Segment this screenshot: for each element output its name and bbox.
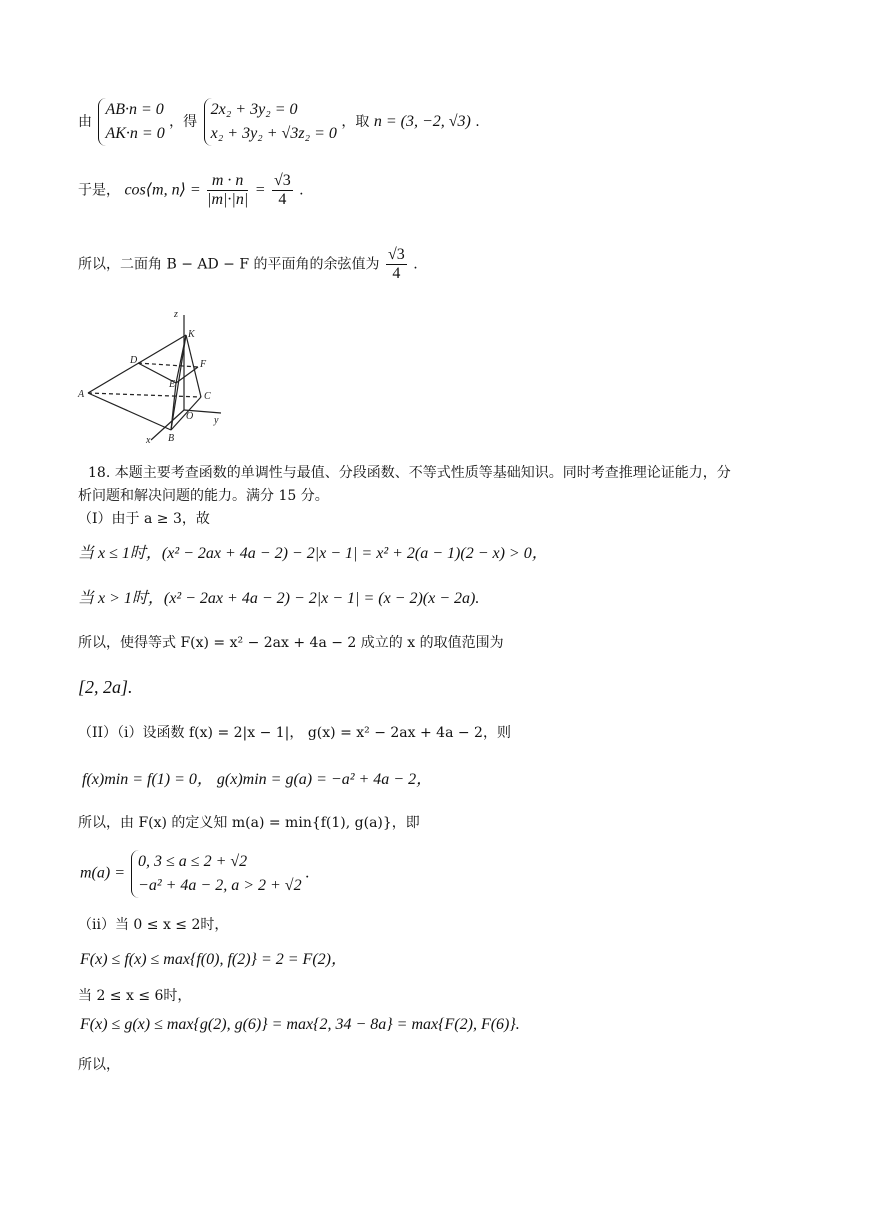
p18-intro-line-2: 析问题和解决问题的能力。满分 15 分。 [78, 488, 329, 504]
piecewise-row: 0, 3 ≤ a ≤ 2 + √2 [138, 853, 248, 870]
system-solution [204, 98, 337, 146]
p18-part1-head: （I）由于 a ≥ 3，故 [78, 511, 210, 527]
system-row: AK·n = 0 [105, 125, 165, 142]
p18-case-gt1: 当 x > 1时，(x² − 2ax + 4a − 2) − 2|x − 1| = (x − 2)(x − 2a). [78, 590, 480, 607]
fraction-value [386, 246, 407, 283]
label-e: E [169, 379, 176, 390]
label-b: B [168, 433, 175, 444]
p18-range-value: [2, 2a]. [78, 677, 133, 697]
piecewise-lhs: m(a) = [80, 864, 126, 882]
text-lead: 由 [78, 114, 92, 130]
system-row: 2x₂ + 3y₂ = 0 [210, 101, 298, 118]
text-tail: ，取 [341, 114, 370, 130]
p18-conclusion: 所以， [78, 1057, 120, 1073]
piecewise-brace [131, 850, 302, 898]
p18-case-le1: 当 x ≤ 1时，(x² − 2ax + 4a − 2) − 2|x − 1| = x² + 2(a − 1)(2 − x) > 0， [78, 545, 548, 562]
p18-bound-2: F(x) ≤ g(x) ≤ max{g(2), g(6)} = max{2, 34 − 8a} = max{F(2), F(6)}. [80, 1016, 520, 1033]
p18-intro-line-1: 18. 本题主要考查函数的单调性与最值、分段函数、不等式性质等基础知识。同时考查推理论证能力，分 [88, 465, 731, 481]
system-row: AB·n = 0 [105, 101, 164, 118]
label-k: K [188, 329, 195, 340]
fraction-denominator: 4 [278, 191, 287, 208]
equation-system-line [78, 98, 480, 146]
equals: = [254, 181, 266, 199]
text-end: . [305, 864, 310, 882]
system-normal-vector [98, 98, 164, 146]
cosine-line [78, 172, 304, 209]
text-lead: 于是， [78, 182, 120, 199]
text-end: . [299, 182, 304, 199]
p18-minima: f(x)min = f(1) = 0， g(x)min = g(a) = −a² + 4a − 2， [82, 771, 433, 788]
fraction-numerator: m · n [207, 172, 248, 191]
p18-range-text: 所以，使得等式 F(x) = x² − 2ax + 4a − 2 成立的 x 的取值范围为 [78, 635, 504, 651]
piecewise-row: −a² + 4a − 2, a > 2 + √2 [138, 877, 302, 894]
conclusion-text: 所以，二面角 B − AD − F 的平面角的余弦值为 [78, 256, 380, 273]
fraction-numerator: √3 [273, 172, 291, 189]
p18-part2-head: （II）（i）设函数 f(x) = 2|x − 1|， g(x) = x² − 2ax + 4a − 2，则 [78, 725, 511, 741]
fraction-value [272, 172, 293, 209]
fraction-denominator: |m|·|n| [207, 191, 249, 208]
label-o: O [186, 411, 194, 422]
fraction [207, 172, 248, 209]
label-z: z [174, 309, 178, 320]
p18-case-ii: （ii）当 0 ≤ x ≤ 2时， [78, 917, 229, 933]
system-row: x₂ + 3y₂ + √3z₂ = 0 [210, 125, 337, 142]
p18-case-iii: 当 2 ≤ x ≤ 6时， [78, 988, 192, 1004]
geometry-figure [76, 305, 236, 450]
fraction-numerator: √3 [387, 246, 405, 263]
segment-df [138, 363, 198, 367]
p18-definition: 所以，由 F(x) 的定义知 m(a) = min{f(1), g(a)}，即 [78, 815, 420, 831]
label-c: C [204, 391, 211, 402]
vector-n: n = (3, −2, √3) [373, 113, 471, 130]
edge-ab [88, 393, 171, 430]
label-a: A [78, 389, 85, 400]
p18-piecewise [80, 850, 310, 898]
fraction-denominator: 4 [392, 265, 401, 282]
label-y: y [214, 415, 219, 426]
conclusion-line [78, 246, 418, 283]
text-end: . [475, 114, 480, 130]
label-f: F [200, 359, 207, 370]
label-x: x [146, 435, 151, 446]
text-mid: ，得 [169, 114, 198, 130]
cos-lhs: cos⟨m, n⟩ = [124, 181, 201, 199]
label-d: D [130, 355, 138, 366]
text-end: . [413, 256, 418, 273]
p18-bound-1: F(x) ≤ f(x) ≤ max{f(0), f(2)} = 2 = F(2)， [80, 951, 347, 968]
